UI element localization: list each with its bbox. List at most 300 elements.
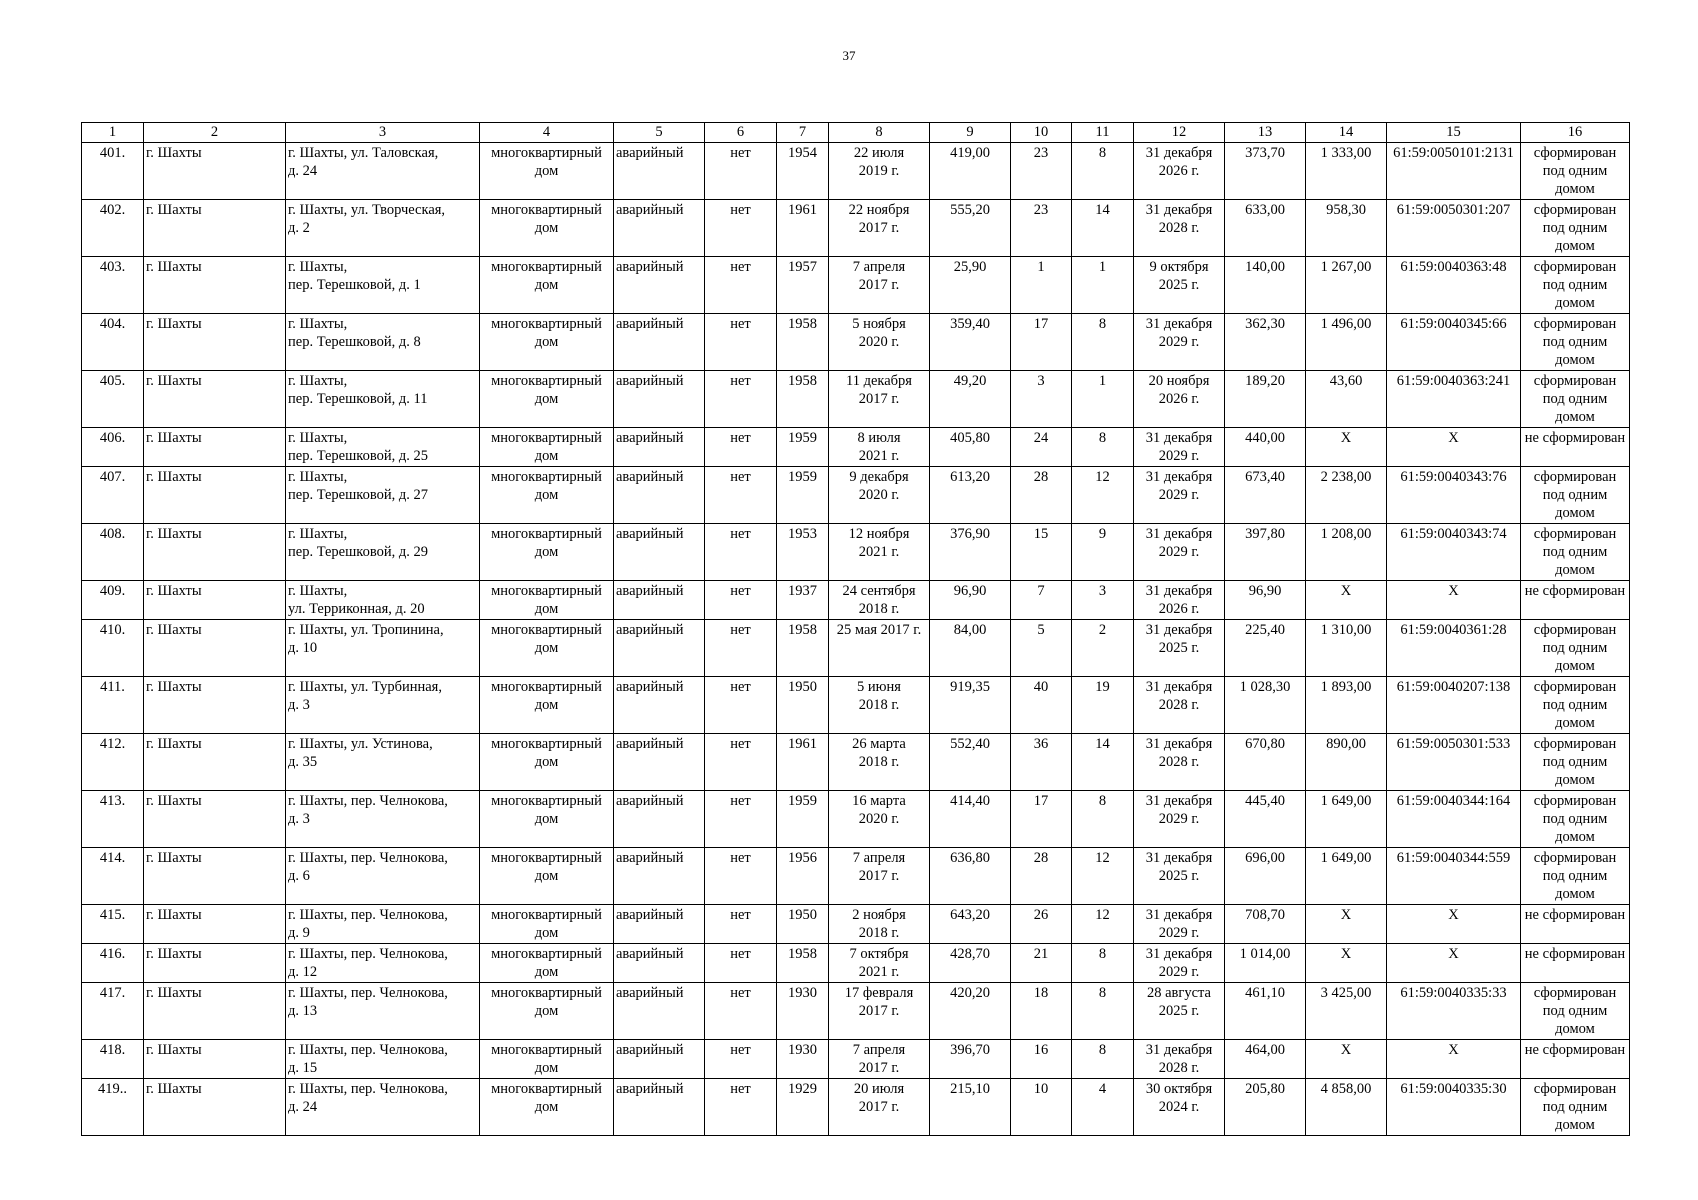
condition-cell: аварийный [614,620,705,677]
table-row [82,677,1630,734]
year-cell: 1961 [777,734,829,791]
address-cell [286,944,480,983]
planned-date-cell-line: 2025 г. [1158,640,1200,656]
planned-date-cell [1134,257,1225,314]
premises-cell: 12 [1072,848,1134,905]
city-cell: г. Шахты [144,944,286,983]
living-area-cell: 445,40 [1225,791,1306,848]
condition-cell: аварийный [614,983,705,1040]
land-status-cell [1521,1040,1630,1079]
condition-cell: аварийный [614,1079,705,1136]
planned-date-cell-line: 31 декабря [1145,202,1213,218]
recognition-date-cell-line: 7 апреля [852,1042,906,1058]
living-area-cell: 96,90 [1225,581,1306,620]
planned-date-cell-line: 2029 г. [1158,448,1200,464]
building-type-cell [480,905,614,944]
area-cell: 552,40 [930,734,1011,791]
address-cell-line: г. Шахты, пер. Челнокова, [288,793,448,809]
condition-cell: аварийный [614,944,705,983]
planned-date-cell-line: 2028 г. [1158,220,1200,236]
year-cell: 1950 [777,905,829,944]
cadastral-number-cell: 61:59:0050101:2131 [1387,143,1521,200]
building-type-cell-line: многоквартирный [491,202,602,218]
land-area-cell: 1 310,00 [1306,620,1387,677]
building-type-cell-line: многоквартирный [491,145,602,161]
table-row [82,848,1630,905]
city-cell: г. Шахты [144,314,286,371]
city-cell: г. Шахты [144,983,286,1040]
city-cell: г. Шахты [144,791,286,848]
recognition-date-cell-line: 2 ноября [852,907,906,923]
table-row [82,143,1630,200]
planned-date-cell-line: 31 декабря [1145,526,1213,542]
address-cell [286,848,480,905]
cadastral-number-cell: 61:59:0040343:74 [1387,524,1521,581]
land-status-cell [1521,143,1630,200]
land-status-cell-line: домом [1555,505,1595,521]
living-area-cell: 440,00 [1225,428,1306,467]
table-row [82,734,1630,791]
land-status-cell-line: не сформирован [1524,907,1626,923]
recognition-date-cell-line: 2018 г. [858,697,900,713]
recognition-date-cell [829,143,930,200]
recognition-date-cell [829,371,930,428]
recognition-date-cell [829,467,930,524]
recognition-date-cell-line: 2018 г. [858,601,900,617]
living-area-cell: 225,40 [1225,620,1306,677]
premises-cell: 4 [1072,1079,1134,1136]
address-cell-line: г. Шахты, ул. Таловская, [288,145,439,161]
planned-date-cell-line: 31 декабря [1145,583,1213,599]
recognition-date-cell-line: 2020 г. [858,811,900,827]
flag-cell: нет [705,143,777,200]
land-status-cell-line: сформирован [1533,526,1617,542]
building-type-cell [480,677,614,734]
building-type-cell-line: многоквартирный [491,985,602,1001]
row-number: 407. [82,467,144,524]
planned-date-cell-line: 2028 г. [1158,754,1200,770]
premises-cell: 9 [1072,524,1134,581]
land-status-cell-line: под одним [1542,334,1608,350]
table-row [82,1079,1630,1136]
area-cell: 96,90 [930,581,1011,620]
planned-date-cell-line: 31 декабря [1145,736,1213,752]
flag-cell: нет [705,944,777,983]
flag-cell: нет [705,467,777,524]
premises-cell: 1 [1072,257,1134,314]
premises-cell: 8 [1072,1040,1134,1079]
planned-date-cell-line: 2029 г. [1158,925,1200,941]
flag-cell: нет [705,1040,777,1079]
table-row [82,467,1630,524]
address-cell-line: г. Шахты, ул. Тропинина, [288,622,444,638]
table-row [82,371,1630,428]
land-status-cell-line: домом [1555,238,1595,254]
address-cell-line: г. Шахты, пер. Челнокова, [288,985,448,1001]
address-cell-line: д. 35 [288,754,318,770]
recognition-date-cell [829,734,930,791]
living-area-cell: 461,10 [1225,983,1306,1040]
planned-date-cell [1134,983,1225,1040]
row-number: 408. [82,524,144,581]
area-cell: 420,20 [930,983,1011,1040]
year-cell: 1961 [777,200,829,257]
land-status-cell-line: под одним [1542,640,1608,656]
land-status-cell-line: сформирован [1533,850,1617,866]
address-cell [286,734,480,791]
planned-date-cell-line: 2028 г. [1158,1060,1200,1076]
address-cell-line: г. Шахты, ул. Творческая, [288,202,446,218]
land-status-cell-line: домом [1555,562,1595,578]
condition-cell: аварийный [614,791,705,848]
address-cell-line: д. 15 [288,1060,318,1076]
recognition-date-cell-line: 2021 г. [858,964,900,980]
land-status-cell-line: сформирован [1533,622,1617,638]
address-cell-line: д. 3 [288,697,310,713]
building-type-cell-line: многоквартирный [491,946,602,962]
recognition-date-cell-line: 2017 г. [858,220,900,236]
city-cell: г. Шахты [144,143,286,200]
premises-cell: 8 [1072,143,1134,200]
condition-cell: аварийный [614,905,705,944]
address-cell-line: г. Шахты, [288,583,348,599]
land-status-cell-line: домом [1555,409,1595,425]
flag-cell: нет [705,905,777,944]
address-cell-line: г. Шахты, пер. Челнокова, [288,907,448,923]
living-area-cell: 696,00 [1225,848,1306,905]
land-area-cell: 2 238,00 [1306,467,1387,524]
recognition-date-cell-line: 16 марта [852,793,906,809]
table-row [82,257,1630,314]
table-row [82,944,1630,983]
land-status-cell-line: домом [1555,1117,1595,1133]
row-number: 410. [82,620,144,677]
planned-date-cell [1134,620,1225,677]
row-number: 419.. [82,1079,144,1136]
row-number: 416. [82,944,144,983]
address-cell-line: д. 24 [288,163,318,179]
address-cell [286,620,480,677]
city-cell: г. Шахты [144,734,286,791]
address-cell-line: г. Шахты, [288,259,348,275]
year-cell: 1929 [777,1079,829,1136]
row-number: 401. [82,143,144,200]
land-area-cell: 3 425,00 [1306,983,1387,1040]
row-number: 406. [82,428,144,467]
land-status-cell [1521,791,1630,848]
building-type-cell [480,848,614,905]
year-cell: 1958 [777,944,829,983]
building-type-cell [480,143,614,200]
flag-cell: нет [705,524,777,581]
year-cell: 1956 [777,848,829,905]
recognition-date-cell [829,983,930,1040]
land-area-cell: Х [1306,905,1387,944]
premises-cell: 8 [1072,314,1134,371]
planned-date-cell [1134,677,1225,734]
address-cell [286,467,480,524]
planned-date-cell [1134,371,1225,428]
recognition-date-cell [829,677,930,734]
living-area-cell: 464,00 [1225,1040,1306,1079]
planned-date-cell-line: 2029 г. [1158,544,1200,560]
column-number: 14 [1306,123,1387,143]
premises-cell: 12 [1072,905,1134,944]
recognition-date-cell [829,1040,930,1079]
column-number: 4 [480,123,614,143]
address-cell [286,143,480,200]
city-cell: г. Шахты [144,620,286,677]
building-type-cell-line: многоквартирный [491,907,602,923]
land-status-cell-line: под одним [1542,277,1608,293]
address-cell [286,905,480,944]
address-cell-line: г. Шахты, [288,469,348,485]
residents-cell: 17 [1011,791,1072,848]
flag-cell: нет [705,677,777,734]
premises-cell: 8 [1072,791,1134,848]
recognition-date-cell-line: 2017 г. [858,391,900,407]
living-area-cell: 373,70 [1225,143,1306,200]
land-area-cell: 1 893,00 [1306,677,1387,734]
row-number: 409. [82,581,144,620]
condition-cell: аварийный [614,677,705,734]
address-cell-line: г. Шахты, пер. Челнокова, [288,1081,448,1097]
flag-cell: нет [705,983,777,1040]
building-type-cell-line: многоквартирный [491,430,602,446]
area-cell: 215,10 [930,1079,1011,1136]
address-cell [286,428,480,467]
cadastral-number-cell: 61:59:0040363:241 [1387,371,1521,428]
planned-date-cell [1134,581,1225,620]
flag-cell: нет [705,734,777,791]
land-status-cell-line: не сформирован [1524,583,1626,599]
column-number: 1 [82,123,144,143]
city-cell: г. Шахты [144,581,286,620]
residents-cell: 26 [1011,905,1072,944]
condition-cell: аварийный [614,524,705,581]
living-area-cell: 673,40 [1225,467,1306,524]
row-number: 415. [82,905,144,944]
planned-date-cell [1134,524,1225,581]
table-row [82,620,1630,677]
city-cell: г. Шахты [144,848,286,905]
year-cell: 1953 [777,524,829,581]
year-cell: 1959 [777,428,829,467]
recognition-date-cell [829,257,930,314]
residents-cell: 3 [1011,371,1072,428]
living-area-cell: 633,00 [1225,200,1306,257]
premises-cell: 8 [1072,944,1134,983]
premises-cell: 8 [1072,428,1134,467]
planned-date-cell [1134,848,1225,905]
building-type-cell [480,983,614,1040]
land-area-cell: 1 267,00 [1306,257,1387,314]
recognition-date-cell-line: 2018 г. [858,754,900,770]
planned-date-cell [1134,200,1225,257]
address-cell [286,791,480,848]
recognition-date-cell-line: 17 февраля [844,985,914,1001]
land-status-cell-line: под одним [1542,1003,1608,1019]
flag-cell: нет [705,257,777,314]
building-type-cell-line: дом [534,925,559,941]
cadastral-number-cell: 61:59:0040363:48 [1387,257,1521,314]
land-area-cell: 1 333,00 [1306,143,1387,200]
premises-cell: 2 [1072,620,1134,677]
address-cell-line: г. Шахты, пер. Челнокова, [288,850,448,866]
land-status-cell-line: под одним [1542,544,1608,560]
planned-date-cell-line: 31 декабря [1145,145,1213,161]
table-row [82,983,1630,1040]
land-status-cell-line: домом [1555,886,1595,902]
land-status-cell-line: под одним [1542,163,1608,179]
city-cell: г. Шахты [144,371,286,428]
building-type-cell-line: дом [534,640,559,656]
cadastral-number-cell: 61:59:0040207:138 [1387,677,1521,734]
cadastral-number-cell: Х [1387,905,1521,944]
condition-cell: аварийный [614,257,705,314]
building-type-cell-line: дом [534,334,559,350]
row-number: 404. [82,314,144,371]
address-cell-line: пер. Терешковой, д. 27 [288,487,428,503]
recognition-date-cell-line: 26 марта [852,736,906,752]
building-type-cell [480,314,614,371]
year-cell: 1957 [777,257,829,314]
address-cell-line: ул. Терриконная, д. 20 [288,601,425,617]
column-number: 11 [1072,123,1134,143]
recognition-date-cell-line: 7 апреля [852,850,906,866]
land-status-cell-line: домом [1555,1021,1595,1037]
land-status-cell [1521,581,1630,620]
residents-cell: 28 [1011,467,1072,524]
land-status-cell-line: под одним [1542,754,1608,770]
building-type-cell-line: дом [534,868,559,884]
address-cell-line: д. 24 [288,1099,318,1115]
address-cell [286,677,480,734]
table-row [82,1040,1630,1079]
planned-date-cell-line: 2029 г. [1158,487,1200,503]
column-number: 5 [614,123,705,143]
flag-cell: нет [705,848,777,905]
land-status-cell-line: под одним [1542,487,1608,503]
area-cell: 414,40 [930,791,1011,848]
cadastral-number-cell: Х [1387,428,1521,467]
recognition-date-cell-line: 2017 г. [858,1003,900,1019]
building-type-cell-line: дом [534,697,559,713]
year-cell: 1959 [777,467,829,524]
flag-cell: нет [705,314,777,371]
column-number-row [82,123,1630,143]
cadastral-number-cell: Х [1387,1040,1521,1079]
land-area-cell: 1 496,00 [1306,314,1387,371]
year-cell: 1958 [777,314,829,371]
area-cell: 49,20 [930,371,1011,428]
area-cell: 84,00 [930,620,1011,677]
row-number: 414. [82,848,144,905]
land-area-cell: 1 208,00 [1306,524,1387,581]
residents-cell: 21 [1011,944,1072,983]
building-type-cell-line: дом [534,448,559,464]
recognition-date-cell-line: 2017 г. [858,277,900,293]
building-type-cell-line: дом [534,601,559,617]
land-status-cell-line: сформирован [1533,736,1617,752]
planned-date-cell-line: 31 декабря [1145,1042,1213,1058]
planned-date-cell [1134,1040,1225,1079]
recognition-date-cell-line: 9 декабря [849,469,909,485]
planned-date-cell-line: 31 декабря [1145,622,1213,638]
planned-date-cell-line: 2029 г. [1158,334,1200,350]
premises-cell: 8 [1072,983,1134,1040]
planned-date-cell-line: 31 декабря [1145,469,1213,485]
area-cell: 376,90 [930,524,1011,581]
land-status-cell-line: домом [1555,715,1595,731]
address-cell [286,1040,480,1079]
land-area-cell: 1 649,00 [1306,848,1387,905]
land-area-cell: 1 649,00 [1306,791,1387,848]
address-cell-line: г. Шахты, ул. Устинова, [288,736,433,752]
building-type-cell-line: дом [534,964,559,980]
living-area-cell: 397,80 [1225,524,1306,581]
planned-date-cell-line: 2026 г. [1158,163,1200,179]
residents-cell: 16 [1011,1040,1072,1079]
land-status-cell-line: не сформирован [1524,1042,1626,1058]
residents-cell: 23 [1011,143,1072,200]
year-cell: 1954 [777,143,829,200]
land-status-cell [1521,905,1630,944]
row-number: 403. [82,257,144,314]
planned-date-cell-line: 2029 г. [1158,811,1200,827]
recognition-date-cell-line: 7 октября [849,946,909,962]
address-cell-line: пер. Терешковой, д. 25 [288,448,428,464]
building-type-cell-line: дом [534,544,559,560]
planned-date-cell-line: 31 декабря [1145,946,1213,962]
recognition-date-cell [829,314,930,371]
land-status-cell-line: под одним [1542,697,1608,713]
planned-date-cell [1134,944,1225,983]
table-row [82,905,1630,944]
column-number: 13 [1225,123,1306,143]
land-status-cell-line: домом [1555,829,1595,845]
recognition-date-cell-line: 20 июля [853,1081,905,1097]
table-row [82,314,1630,371]
land-area-cell: Х [1306,944,1387,983]
planned-date-cell-line: 2026 г. [1158,391,1200,407]
year-cell: 1959 [777,791,829,848]
flag-cell: нет [705,200,777,257]
recognition-date-cell-line: 22 июля [853,145,905,161]
land-status-cell [1521,848,1630,905]
residents-cell: 7 [1011,581,1072,620]
land-status-cell-line: сформирован [1533,202,1617,218]
land-status-cell [1521,524,1630,581]
building-type-cell-line: дом [534,1060,559,1076]
land-status-cell-line: домом [1555,295,1595,311]
row-number: 412. [82,734,144,791]
condition-cell: аварийный [614,467,705,524]
address-cell-line: д. 3 [288,811,310,827]
building-type-cell [480,944,614,983]
address-cell [286,371,480,428]
land-status-cell-line: не сформирован [1524,946,1626,962]
recognition-date-cell [829,1079,930,1136]
land-status-cell-line: сформирован [1533,145,1617,161]
land-status-cell [1521,620,1630,677]
recognition-date-cell-line: 2019 г. [858,163,900,179]
year-cell: 1930 [777,983,829,1040]
address-cell-line: г. Шахты, пер. Челнокова, [288,946,448,962]
residents-cell: 23 [1011,200,1072,257]
building-type-cell-line: дом [534,811,559,827]
land-status-cell-line: сформирован [1533,1081,1617,1097]
